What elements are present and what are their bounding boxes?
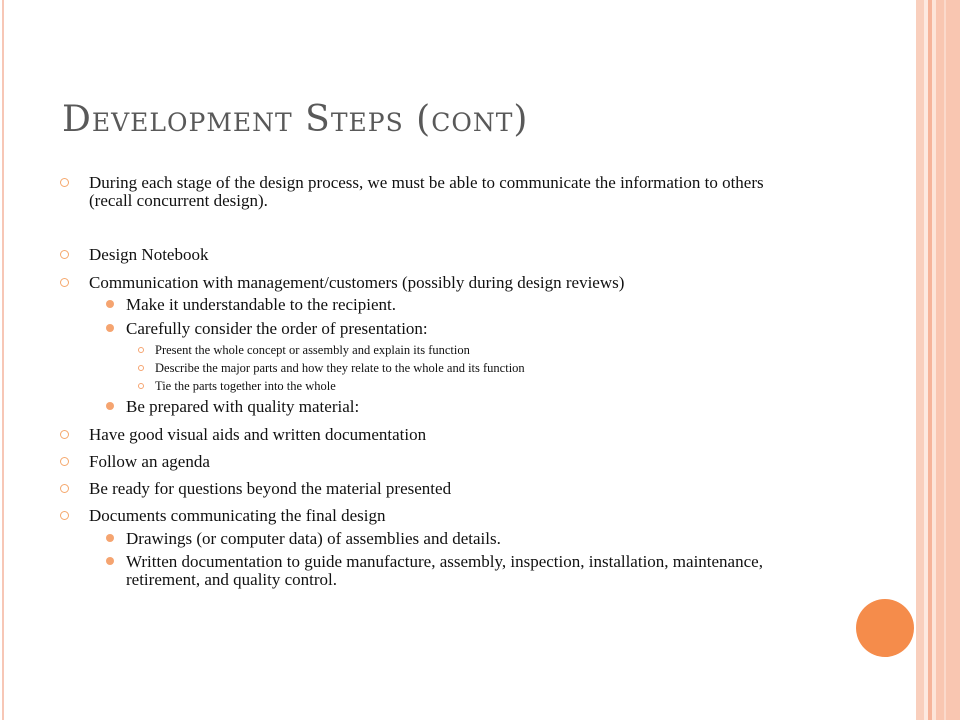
list-item: Follow an agenda <box>89 452 210 471</box>
bullet-icon <box>60 250 69 259</box>
bullet-icon <box>60 511 69 520</box>
decorative-stripe <box>936 0 960 720</box>
list-item: Design Notebook <box>89 245 209 264</box>
bullet-icon <box>138 383 144 389</box>
list-item: Communication with management/customers (possibly during design reviews) <box>89 273 625 292</box>
list-item: Have good visual aids and written documentation <box>89 425 427 444</box>
bullet-icon <box>60 457 69 466</box>
bullet-icon <box>60 430 69 439</box>
list-item: Present the whole concept or assembly and explain its function <box>155 343 470 357</box>
bullet-icon <box>106 324 114 332</box>
list-item: Carefully consider the order of presentation: <box>126 319 428 338</box>
list-item: Be ready for questions beyond the material presented <box>89 479 452 498</box>
decorative-stripe <box>944 0 946 720</box>
bullet-icon <box>138 347 144 353</box>
bullet-icon <box>138 365 144 371</box>
list-item: During each stage of the design process, we must be able to communicate the information to others (recall concurrent design). <box>89 173 764 210</box>
list-item: Tie the parts together into the whole <box>155 379 336 393</box>
bullet-icon <box>106 557 114 565</box>
list-item: Drawings (or computer data) of assemblies and details. <box>126 529 501 548</box>
list-item: Be prepared with quality material: <box>126 397 360 416</box>
slide-title: Development Steps (cont) <box>62 99 529 140</box>
decorative-stripe <box>916 0 924 720</box>
list-item: Documents communicating the final design <box>89 506 386 525</box>
bullet-icon <box>106 402 114 410</box>
bullet-icon <box>60 278 69 287</box>
bullet-icon <box>60 178 69 187</box>
list-item: Written documentation to guide manufacture, assembly, inspection, installation, maintenance, retirement, and quality control. <box>126 552 763 589</box>
bullet-icon <box>106 534 114 542</box>
bullet-icon <box>60 484 69 493</box>
bullet-icon <box>106 300 114 308</box>
list-item: Describe the major parts and how they relate to the whole and its function <box>155 361 525 375</box>
list-item: Make it understandable to the recipient. <box>126 295 397 314</box>
